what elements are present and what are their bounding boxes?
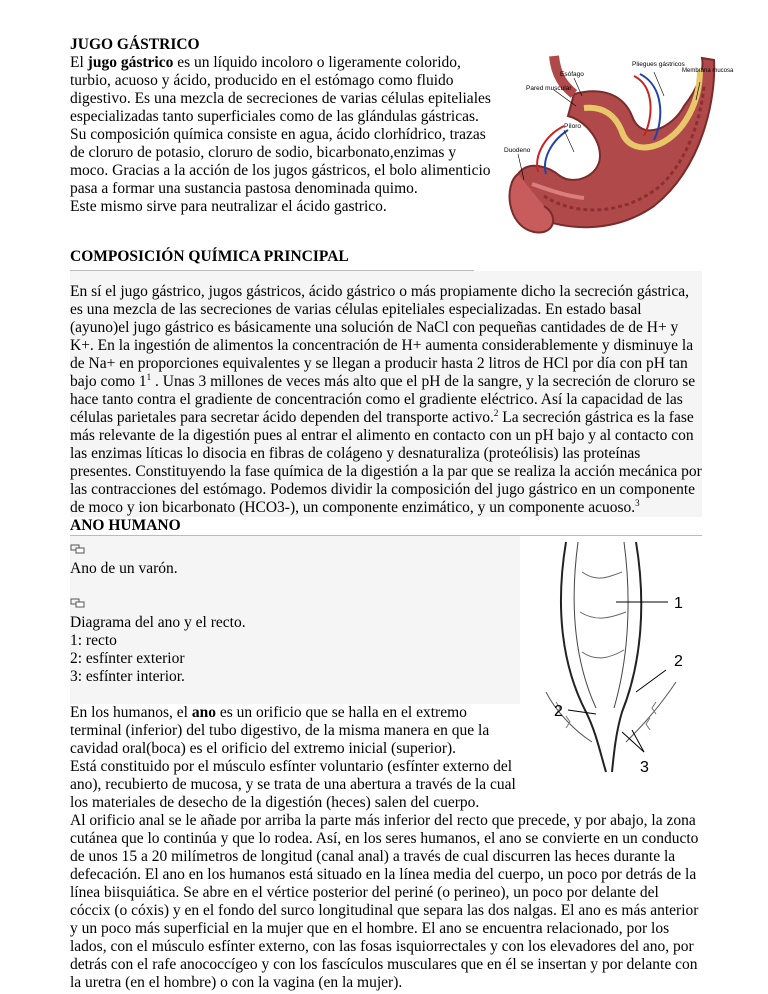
stomach-illustration [504,56,734,236]
diagram-label-2a: 2 [674,653,683,670]
label-piloro: Píloro [564,123,581,130]
composicion-paragraph: En sí el jugo gástrico, jugos gástricos, ácido gástrico o más propiamente dicho la secreción gástrica, es una mezcla de las secreciones de varias células epiteliales especializadas. En estado basal (ayuno)el jugo gástrico es básicamente una solución de NaCl con pequeñas cantidades de de H+ y K+. En la ingestión de alimentos la concentración de H+ aumenta considerablemente y disminuye la de Na+ en proporciones equivalentes y se llegan a producir hasta 2 litros de HCl por día con pH tan bajo como $1^1$ . Unas 3 millones de veces más alto que el pH de la sangre, y la secreción de cloruro se hace tanto contra el gradiente de concentración como el gradiente eléctrico. Así la capacidad de las células parietales para secretar ácido dependen del transporte activo.$^2$ La secreción gástrica es la fase más relevante de la digestión pues al entrar el alimento en contacto con un pH bajo y al contacto con las enzimas líticas lo disocia en fibras de colágeno y desnaturaliza (proteólisis) las proteínas presentes. Constituyendo la fase química de la digestión a la par que se realiza la acción mecánica por las contracciones del estómago. Podemos dividir la composición del jugo gástrico en un componente de moco y ion bicarbonato (HCO3-), un componente enzimático, y un componente acuoso.$^3$ [70,283,702,516]
section-title-ano: ANO HUMANO [70,517,181,534]
ano-paragraph-1: En los humanos, el ano es un orificio que se halla en el extremo terminal (inferior) del tubo digestivo, de la misma manera en que la cavidad oral(boca) es el orificio del extremo inicial (superior). [70,704,490,757]
ano-paragraph-2: Está constituido por el músculo esfínter voluntario (esfínter externo del ano), recubierto de mucosa, y se trata de una abertura a través de la cual los materiales de desecho de la digestión (heces) salen del cuerpo. [70,758,516,811]
label-pared: Pared muscular [526,85,572,92]
ano-paragraph-3: Al orificio anal se le añade por arriba la parte más inferior del recto que precede, y por abajo, la zona cutánea que lo continúa y que lo rodea. Así, en los seres humanos, el ano se convierte en un conducto de unos 15 a 20 milímetros de longitud (canal anal) a través de cual discurren las heces durante la defecación. El ano en los humanos está situado en la línea media del cuerpo, un poco por detrás de la línea biisquiática. Se abre en el vértice posterior del periné (o perineo), un poco por delante del cóccix (o cóxis) y en el fondo del surco longitudinal que separa las dos nalgas. El ano es más anterior y un poco más superficial en la mujer que en el hombre. El ano se encuentra relacionado, por los lados, con el músculo esfínter externo, con las fosas isquiorrectales y con los elevadores del ano, por detrás con el rafe anococcígeo y con los fascículos musculares que en él se insertan y por delante con la uretra (en el hombre) o con la vagina (en la mujer). [70,812,699,991]
anal-figure [526,542,702,782]
label-membrana: Membrana mucosa [682,68,734,74]
document-page [70,36,734,992]
section-title-jugo: JUGO GÁSTRICO [70,36,200,53]
diagram-label-2b: 2 [554,703,563,720]
jugo-paragraph-2: Este mismo sirve para neutralizar el ácido gastrico. [70,198,387,215]
caption-1: Ano de un varón. [70,560,178,577]
image-link-icon-2[interactable] [70,596,86,608]
shade-spacer [70,271,702,283]
caption-2: Diagrama del ano y el recto. [70,614,246,631]
caption-item-3: 3: esfínter interior. [70,668,185,685]
image-link-icon[interactable] [70,542,86,554]
section-title-composicion: COMPOSICIÓN QUÍMICA PRINCIPAL [70,248,349,265]
caption-item-2: 2: esfínter exterior [70,650,185,667]
label-pliegues: Pliegues gástricos [632,61,685,68]
caption-item-1: 1: recto [70,632,117,649]
diagram-label-1: 1 [674,595,683,612]
label-duodeno: Duodeno [504,147,531,154]
stomach-figure [504,56,734,236]
diagram-label-3: 3 [640,759,649,776]
label-esofago: Esófago [560,71,584,78]
jugo-paragraph: El jugo gástrico es un líquido incoloro o ligeramente colorido, turbio, acuoso y ácido, producido en el estómago como fluido digestivo. Es una mezcla de secreciones de varias células epiteliales especializadas tanto superficiales como de las glándulas gástricas. Su composición química consiste en agua, ácido clorhídrico, trazas de cloruro de potasio, cloruro de sodio, bicarbonato,enzimas y moco. Gracias a la acción de los jugos gástricos, el bolo alimenticio pasa a formar una sustancia pastosa denominada quimo. [70,54,491,197]
anal-diagram [526,542,702,782]
caption-block [70,536,520,704]
